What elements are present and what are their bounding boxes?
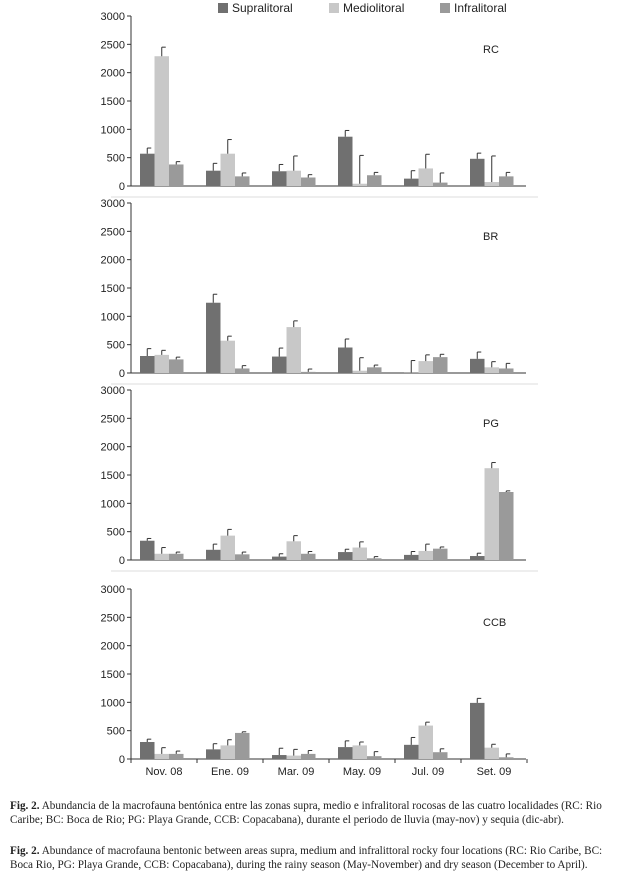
y-tick-label: 1500 [100, 470, 125, 482]
y-tick-label: 2500 [100, 413, 125, 426]
panel-rc [101, 11, 538, 197]
panel-pg [101, 385, 538, 571]
bar-mediolitoral [287, 327, 302, 373]
bar-infralitoral [367, 367, 382, 373]
bar-supralitoral [140, 742, 155, 759]
y-tick-label: 1500 [100, 669, 125, 681]
bar-supralitoral [206, 171, 221, 186]
y-tick-label: 2000 [100, 254, 125, 267]
bar-supralitoral [140, 356, 155, 373]
y-tick-label: 500 [106, 526, 125, 539]
bar-infralitoral [367, 558, 382, 560]
bar-supralitoral [470, 703, 485, 759]
bar-infralitoral [301, 372, 316, 373]
y-tick-label: 1500 [100, 96, 125, 108]
caption-english-text: Abundance of macrofauna bentonic between areas supra, medium and infralittoral rocky four locations (RC: Rio Caribe, BC: Boca Rio, PG: Playa Grande, CCB: Copacabana), during the rainy season (May-November) and dry season (December to April). [10, 845, 603, 871]
bar-mediolitoral [287, 756, 302, 759]
bar-mediolitoral [221, 745, 236, 759]
bar-supralitoral [272, 755, 287, 759]
bar-infralitoral [301, 554, 316, 560]
bar-supralitoral [140, 154, 155, 186]
bar-mediolitoral [221, 154, 236, 186]
bar-infralitoral [433, 357, 448, 373]
bar-infralitoral [235, 554, 250, 560]
panel-label-ccb: CCB [483, 617, 507, 629]
bar-infralitoral [499, 492, 514, 560]
bar-infralitoral [433, 549, 448, 560]
y-tick-label: 3000 [100, 11, 125, 23]
bar-supralitoral [404, 372, 419, 373]
caption-english-label: Fig. 2. [10, 845, 40, 858]
bar-infralitoral [499, 757, 514, 759]
bar-mediolitoral [419, 168, 434, 186]
bar-mediolitoral [287, 171, 302, 186]
bar-infralitoral [169, 554, 184, 560]
y-tick-label: 0 [118, 555, 125, 567]
bar-supralitoral [272, 557, 287, 560]
bar-supralitoral [272, 357, 287, 373]
y-tick-label: 1000 [100, 124, 125, 137]
bar-mediolitoral [155, 355, 170, 373]
bar-infralitoral [235, 733, 250, 759]
y-tick-label: 3000 [100, 385, 125, 397]
x-tick-label: Ene. 09 [211, 766, 249, 778]
bar-mediolitoral [419, 726, 434, 759]
bar-mediolitoral [485, 468, 500, 560]
bar-supralitoral [404, 555, 419, 560]
legend-label-mediolitoral: Mediolitoral [343, 1, 405, 15]
caption-english [10, 845, 624, 872]
bar-supralitoral [470, 556, 485, 560]
bar-mediolitoral [485, 182, 500, 186]
bar-supralitoral [470, 159, 485, 186]
bar-mediolitoral [485, 367, 500, 373]
y-tick-label: 2000 [100, 640, 125, 653]
bar-mediolitoral [485, 748, 500, 759]
y-tick-label: 500 [106, 152, 125, 165]
bar-infralitoral [367, 756, 382, 759]
bar-mediolitoral [353, 548, 368, 560]
y-tick-label: 1500 [100, 283, 125, 295]
bar-supralitoral [338, 552, 353, 560]
y-tick-label: 1000 [100, 498, 125, 511]
bar-infralitoral [169, 164, 184, 186]
x-tick-label: Jul. 09 [411, 766, 445, 778]
panel-label-br: BR [483, 231, 499, 243]
bar-supralitoral [404, 179, 419, 186]
x-tick-label: Set. 09 [476, 766, 512, 778]
bar-infralitoral [433, 183, 448, 186]
x-categories [131, 759, 527, 778]
y-tick-label: 500 [106, 725, 125, 738]
legend-swatch-infralitoral [440, 3, 450, 13]
y-tick-label: 2000 [100, 67, 125, 80]
bar-infralitoral [499, 368, 514, 373]
bar-infralitoral [235, 368, 250, 373]
panel-label-pg: PG [483, 418, 499, 430]
panel-ccb [101, 584, 526, 766]
y-tick-label: 1000 [100, 697, 125, 710]
bar-supralitoral [338, 348, 353, 374]
bar-supralitoral [470, 359, 485, 373]
bar-infralitoral [433, 752, 448, 759]
caption-spanish-text: Abundancia de la macrofauna bentónica entre las zonas supra, medio e infralitoral rocosas de las cuatro localidades (RC: Rio Caribe; BC: Boca de Rio; PG: Playa Grande, CCB: Copacabana), durante el periodo de lluvia (may-nov) y sequia (dic-abr). [10, 800, 602, 826]
y-tick-label: 500 [106, 339, 125, 352]
bar-supralitoral [206, 550, 221, 560]
bar-mediolitoral [155, 554, 170, 560]
y-tick-label: 2500 [100, 39, 125, 52]
y-tick-label: 1000 [100, 311, 125, 324]
bar-infralitoral [301, 178, 316, 187]
bar-infralitoral [169, 359, 184, 373]
bar-supralitoral [404, 745, 419, 759]
caption-spanish [10, 800, 624, 827]
bar-infralitoral [235, 176, 250, 186]
y-tick-label: 3000 [100, 584, 125, 596]
bar-mediolitoral [353, 184, 368, 186]
bar-supralitoral [140, 541, 155, 560]
bar-supralitoral [272, 171, 287, 186]
legend-label-infralitoral: Infralitoral [454, 1, 507, 15]
bar-supralitoral [206, 303, 221, 373]
legend-swatch-supralitoral [218, 3, 228, 13]
bar-mediolitoral [155, 754, 170, 759]
bar-mediolitoral [287, 541, 302, 560]
bar-mediolitoral [221, 341, 236, 373]
bar-mediolitoral [155, 56, 170, 186]
y-tick-label: 3000 [100, 198, 125, 210]
legend-swatch-mediolitoral [329, 3, 339, 13]
bar-mediolitoral [353, 745, 368, 759]
x-tick-label: May. 09 [342, 766, 382, 778]
legend [218, 1, 507, 15]
bar-supralitoral [338, 747, 353, 759]
y-tick-label: 2500 [100, 226, 125, 239]
bar-mediolitoral [353, 371, 368, 373]
bar-mediolitoral [419, 551, 434, 560]
bar-infralitoral [301, 754, 316, 759]
y-tick-label: 0 [118, 754, 125, 766]
x-tick-label: Nov. 08 [145, 766, 183, 778]
y-tick-label: 0 [118, 368, 125, 380]
legend-label-supralitoral: Supralitoral [232, 1, 293, 15]
y-tick-label: 0 [118, 181, 125, 193]
bar-supralitoral [338, 137, 353, 186]
panel-label-rc: RC [483, 44, 499, 56]
bar-supralitoral [206, 749, 221, 759]
bar-mediolitoral [221, 536, 236, 560]
bar-infralitoral [499, 176, 514, 186]
panel-br [101, 198, 538, 384]
bar-infralitoral [367, 175, 382, 186]
caption-spanish-label: Fig. 2. [10, 800, 40, 813]
bar-infralitoral [169, 754, 184, 759]
bar-mediolitoral [419, 361, 434, 373]
x-tick-label: Mar. 09 [277, 766, 315, 778]
y-tick-label: 2000 [100, 441, 125, 454]
y-tick-label: 2500 [100, 612, 125, 625]
